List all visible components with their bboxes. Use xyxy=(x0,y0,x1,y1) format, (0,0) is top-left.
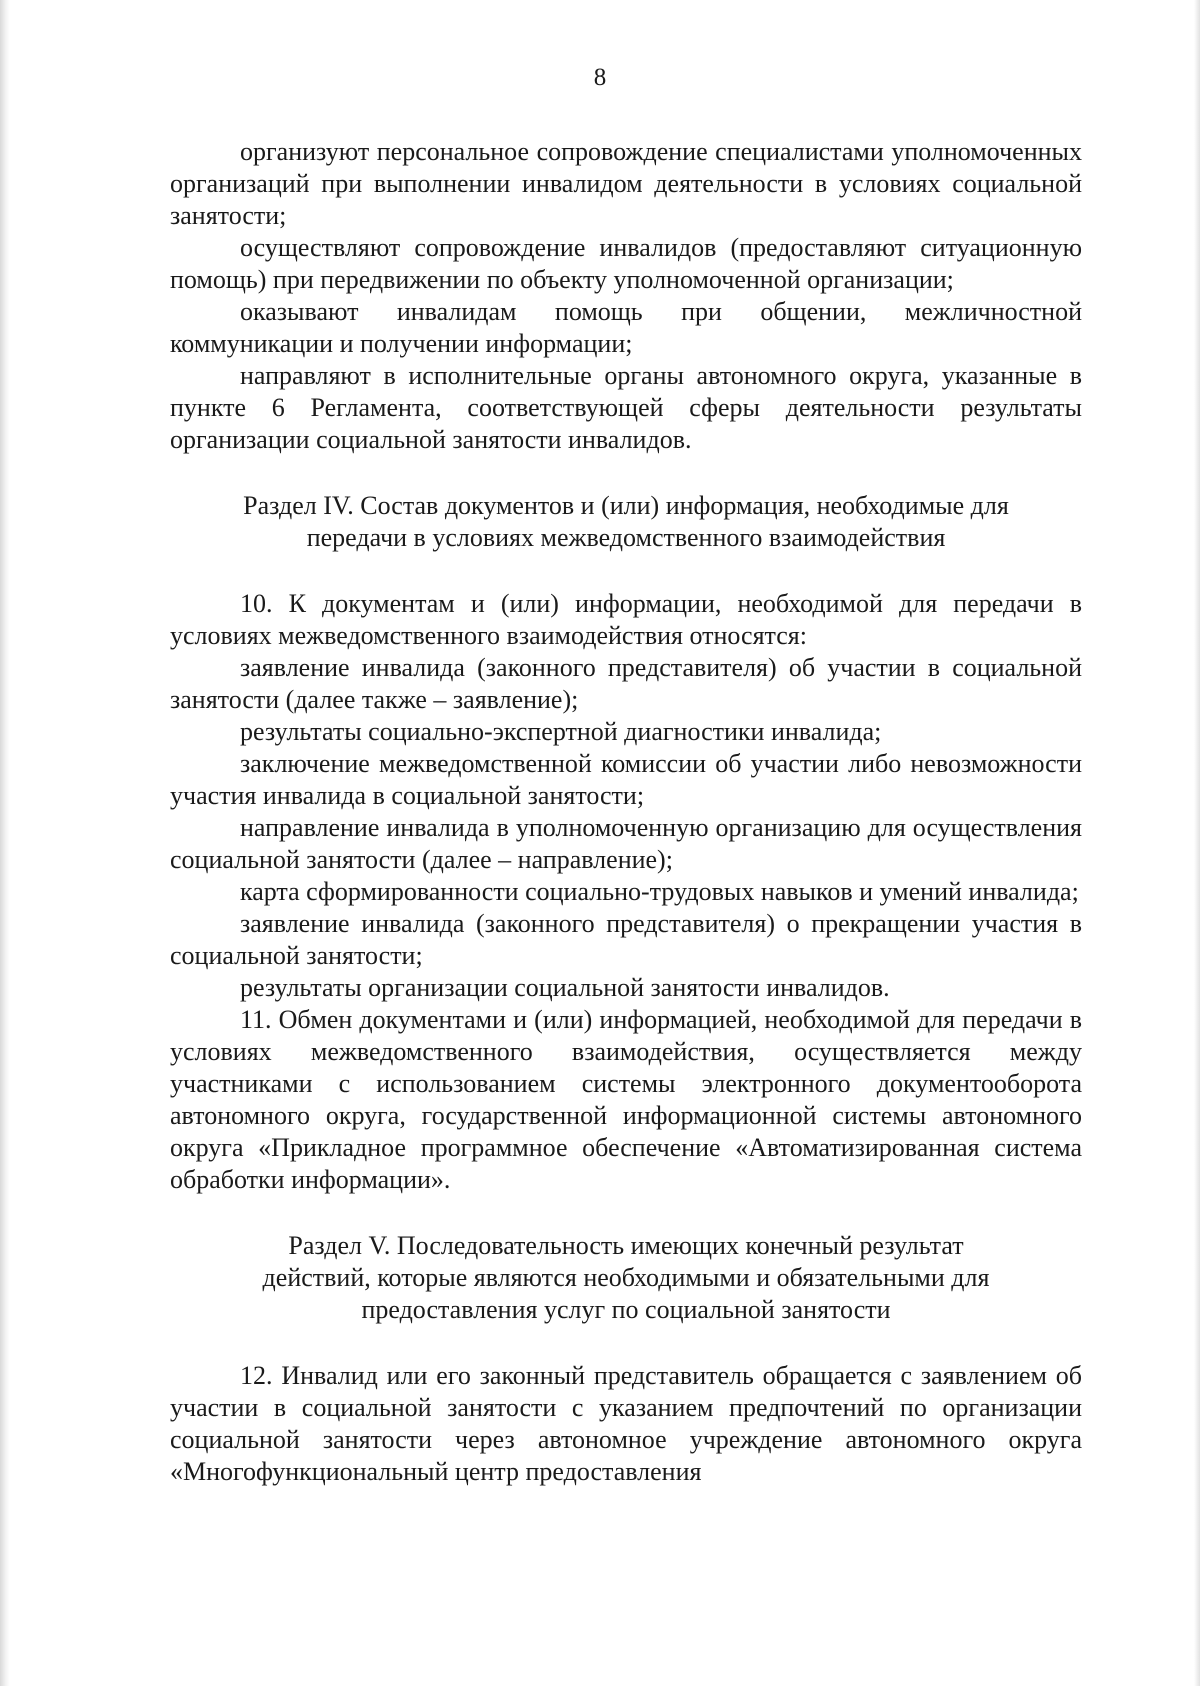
paragraph-personal-support: организуют персональное сопровождение специалистами уполномоченных организаций при выполнении инвалидом деятельности в условиях социальной занятости; xyxy=(170,137,1082,230)
paragraph-referral: направление инвалида в уполномоченную организацию для осуществления социальной занятости (далее – направление); xyxy=(170,813,1082,874)
section-heading-v xyxy=(170,1230,1082,1326)
section-heading-v-line-2: действий, которые являются необходимыми и обязательными для xyxy=(262,1263,990,1292)
paragraph-item-10: 10. К документам и (или) информации, необходимой для передачи в условиях межведомственного взаимодействия относятся: xyxy=(170,589,1082,650)
document-body xyxy=(170,136,1082,1488)
section-heading-v-line-3: предоставления услуг по социальной занятости xyxy=(361,1295,891,1324)
spacer xyxy=(170,1196,1082,1230)
paragraph-employment-results: результаты организации социальной занятости инвалидов. xyxy=(240,973,890,1002)
paragraph-send-results: направляют в исполнительные органы автономного округа, указанные в пункте 6 Регламента, соответствующей сферы деятельности результаты организации социальной занятости инвалидов. xyxy=(170,361,1082,454)
section-heading-iv-line-1: Раздел IV. Состав документов и (или) информация, необходимые для xyxy=(243,491,1009,520)
paragraph-diagnostics: результаты социально-экспертной диагностики инвалида; xyxy=(240,717,882,746)
paragraph-commission-conclusion: заключение межведомственной комиссии об участии либо невозможности участия инвалида в социальной занятости; xyxy=(170,749,1082,810)
spacer xyxy=(170,554,1082,588)
section-heading-v-line-1: Раздел V. Последовательность имеющих конечный результат xyxy=(288,1231,964,1260)
spacer xyxy=(170,456,1082,490)
page-number: 8 xyxy=(593,64,607,91)
section-heading-iv-line-2: передачи в условиях межведомственного взаимодействия xyxy=(306,523,946,552)
scan-shadow-right xyxy=(1194,0,1200,1686)
paragraph-item-11: 11. Обмен документами и (или) информацией, необходимой для передачи в условиях межведомственного взаимодействия, осуществляется между участниками с использованием системы электронного документооборота автономного округа, государственной информационной системы автономного округа «Прикладное программное обеспечение «Автоматизированная система обработки информации». xyxy=(170,1005,1082,1194)
paragraph-communication-help: оказывают инвалидам помощь при общении, межличностной коммуникации и получении информации; xyxy=(170,297,1082,358)
paragraph-skills-card: карта сформированности социально-трудовых навыков и умений инвалида; xyxy=(240,877,1079,906)
spacer xyxy=(170,1326,1082,1360)
paragraph-application: заявление инвалида (законного представителя) об участии в социальной занятости (далее также – заявление); xyxy=(170,653,1082,714)
paragraph-termination-application: заявление инвалида (законного представителя) о прекращении участия в социальной занятости; xyxy=(170,909,1082,970)
scan-shadow-left xyxy=(0,0,10,1686)
paragraph-situational-help: осуществляют сопровождение инвалидов (предоставляют ситуационную помощь) при передвижении по объекту уполномоченной организации; xyxy=(170,233,1082,294)
paragraph-item-12: 12. Инвалид или его законный представитель обращается с заявлением об участии в социальной занятости с указанием предпочтений по организации социальной занятости через автономное учреждение автономного округа «Многофункциональный центр предоставления xyxy=(170,1361,1082,1486)
section-heading-iv xyxy=(170,490,1082,554)
